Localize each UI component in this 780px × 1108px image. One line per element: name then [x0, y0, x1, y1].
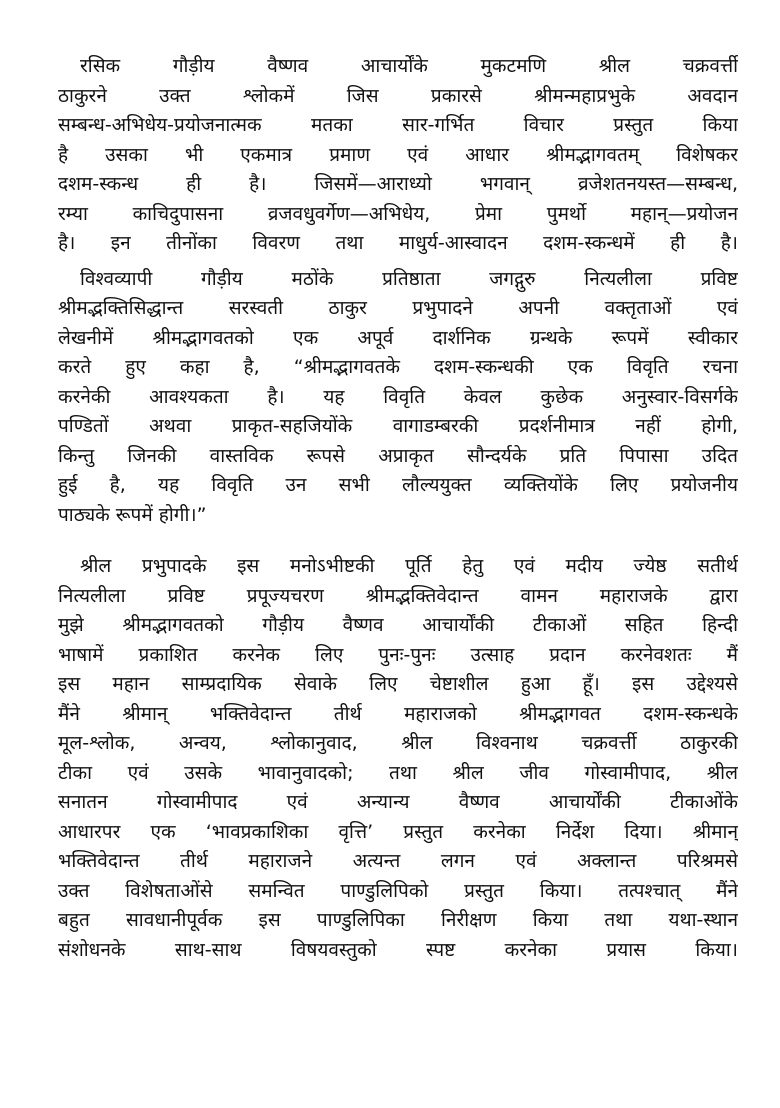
text-line: करनेकी आवश्यकता है। यह विवृति केवल कुछेक अनुस्वार-विसर्गके [58, 385, 738, 408]
text-line: रम्या काचिदुपासना व्रजवधुवर्गेण—अभिधेय, प्रेमा पुमर्थो महान्—प्रयोजन [58, 202, 738, 225]
text-line: मैंने श्रीमान् भक्तिवेदान्त तीर्थ महाराजको श्रीमद्भागवत दशम-स्कन्धके [58, 702, 738, 725]
text-line: आधारपर एक ‘भावप्रकाशिका वृत्ति’ प्रस्तुत करनेका निर्देश दिया। श्रीमान् [58, 820, 738, 843]
paragraph-2 [58, 265, 738, 531]
text-line: है उसका भी एकमात्र प्रमाण एवं आधार श्रीमद्भागवतम् विशेषकर [58, 143, 738, 166]
text-line: इस महान साम्प्रदायिक सेवाके लिए चेष्टाशील हुआ हूँ। इस उद्देश्यसे [58, 673, 738, 695]
text-line: किन्तु जिनकी वास्तविक रूपसे अप्राकृत सौन्दर्यके प्रति पिपासा उदित [58, 444, 738, 467]
text-line: करते हुए कहा है, “श्रीमद्भागवतके दशम-स्कन्धकी एक विवृति रचना [58, 356, 738, 378]
text-line: नित्यलीला प्रविष्ट प्रपूज्यचरण श्रीमद्भक्तिवेदान्त वामन महाराजके द्वारा [58, 584, 738, 607]
text-line: टीका एवं उसके भावानुवादको; तथा श्रील जीव गोस्वामीपाद, श्रील [58, 761, 738, 784]
text-line: सनातन गोस्वामीपाद एवं अन्यान्य वैष्णव आचार्योंकी टीकाओंके [58, 791, 738, 813]
text-line: श्रीमद्भक्तिसिद्धान्त सरस्वती ठाकुर प्रभुपादने अपनी वक्तृताओं एवं [58, 297, 738, 319]
text-line: बहुत सावधानीपूर्वक इस पाण्डुलिपिका निरीक्षण किया तथा यथा-स्थान [58, 909, 738, 931]
text-line: लेखनीमें श्रीमद्भागवतको एक अपूर्व दार्शनिक ग्रन्थके रूपमें स्वीकार [58, 326, 738, 349]
text-line: मुझे श्रीमद्भागवतको गौड़ीय वैष्णव आचार्योंकी टीकाओं सहित हिन्दी [58, 614, 738, 636]
text-line: भक्तिवेदान्त तीर्थ महाराजने अत्यन्त लगन एवं अक्लान्त परिश्रमसे [58, 850, 738, 872]
text-line: पण्डितों अथवा प्राकृत-सहजियोंके वागाडम्बरकी प्रदर्शनीमात्र नहीं होगी, [58, 415, 738, 437]
paragraph-1 [58, 52, 738, 259]
text-line: संशोधनके साथ-साथ विषयवस्तुको स्पष्ट करनेका प्रयास किया। [58, 938, 738, 961]
paragraph-3 [58, 552, 738, 965]
text-line: है। इन तीनोंका विवरण तथा माधुर्य-आस्वादन दशम-स्कन्धमें ही है। [58, 232, 738, 254]
text-line: सम्बन्ध-अभिधेय-प्रयोजनात्मक मतका सार-गर्भित विचार प्रस्तुत किया [58, 114, 738, 136]
text-line: मूल-श्लोक, अन्वय, श्लोकानुवाद, श्रील विश्वनाथ चक्रवर्त्ती ठाकुरकी [58, 732, 738, 754]
paragraph-gap [58, 530, 738, 552]
text-line: पाठ्यके रूपमें होगी।” [58, 503, 207, 526]
text-line: हुई है, यह विवृति उन सभी लौल्ययुक्त व्यक्तियोंके लिए प्रयोजनीय [58, 474, 738, 496]
text-line: रसिक गौड़ीय वैष्णव आचार्योंके मुकटमणि श्रील चक्रवर्त्ती [80, 55, 738, 77]
text-line: श्रील प्रभुपादके इस मनोऽभीष्टकी पूर्ति हेतु एवं मदीय ज्येष्ठ सतीर्थ [80, 555, 738, 577]
text-line: दशम-स्कन्ध ही है। जिसमें—आराध्यो भगवान् व्रजेशतनयस्त—सम्बन्ध, [58, 173, 738, 195]
text-line: विश्वव्यापी गौड़ीय मठोंके प्रतिष्ठाता जगद्गुरु नित्यलीला प्रविष्ट [80, 267, 738, 290]
text-line: ठाकुरने उक्त श्लोकमें जिस प्रकारसे श्रीमन्महाप्रभुके अवदान [58, 84, 738, 107]
document-page [58, 52, 738, 965]
text-line: भाषामें प्रकाशित करनेक लिए पुनः-पुनः उत्साह प्रदान करनेवशतः मैं [58, 643, 738, 666]
text-line: उक्त विशेषताओंसे समन्वित पाण्डुलिपिको प्रस्तुत किया। तत्पश्चात् मैंने [58, 879, 738, 902]
